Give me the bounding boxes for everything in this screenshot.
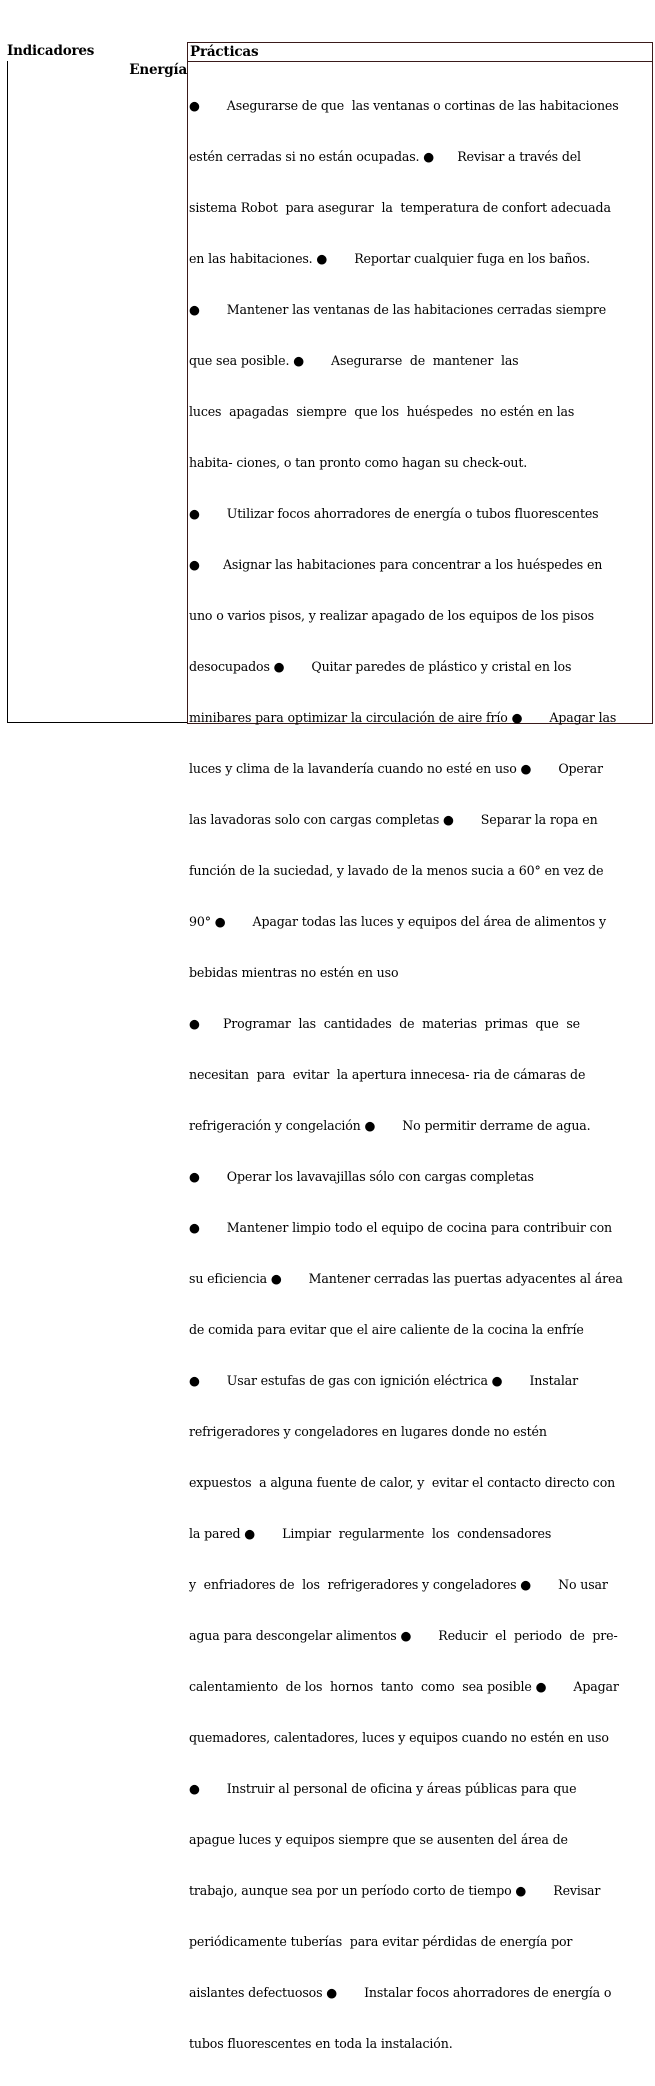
practice-line: expuestos a alguna fuente de calor, y evitar el contacto directo con <box>189 1475 616 1490</box>
practice-line: trabajo, aunque sea por un período corto de tiempo ● Revisar <box>189 1883 601 1898</box>
practice-line: estén cerradas si no están ocupadas. ● Revisar a través del <box>189 149 581 164</box>
practice-line: 90° ● Apagar todas las luces y equipos del área de alimentos y <box>189 914 606 929</box>
practices-text <box>189 63 651 2086</box>
header-indicadores: Indicadores <box>7 43 95 59</box>
indicator-column <box>7 61 187 723</box>
practice-line: ● Utilizar focos ahorradores de energía o tubos fluorescentes <box>189 506 599 521</box>
practice-line: ● Operar los lavavajillas sólo con cargas completas <box>189 1169 534 1184</box>
practice-line: uno o varios pisos, y realizar apagado de los equipos de los pisos <box>189 608 594 623</box>
practice-line: tubos fluorescentes en toda la instalación. <box>189 2036 453 2051</box>
practice-line: ● Asegurarse de que las ventanas o cortinas de las habitaciones <box>189 98 619 113</box>
practice-line: ● Programar las cantidades de materias primas que se <box>189 1016 580 1031</box>
practice-line: ● Asignar las habitaciones para concentrar a los huéspedes en <box>189 557 603 572</box>
practices-column <box>187 42 653 2051</box>
practice-line: refrigeración y congelación ● No permitir derrame de agua. <box>189 1118 591 1133</box>
practice-line: en las habitaciones. ● Reportar cualquier fuga en los baños. <box>189 251 590 266</box>
practice-line: necesitan para evitar la apertura innecesa- ria de cámaras de <box>189 1067 586 1082</box>
practice-line: ● Mantener limpio todo el equipo de cocina para contribuir con <box>189 1220 612 1235</box>
practice-line: habita- ciones, o tan pronto como hagan su check-out. <box>189 455 528 470</box>
practice-line: aislantes defectuosos ● Instalar focos ahorradores de energía o <box>189 1985 612 2000</box>
practice-line: calentamiento de los hornos tanto como sea posible ● Apagar <box>189 1679 619 1694</box>
practice-line: luces apagadas siempre que los huéspedes no estén en las <box>189 404 575 419</box>
practice-line: su eficiencia ● Mantener cerradas las puertas adyacentes al área <box>189 1271 623 1286</box>
practice-line: periódicamente tuberías para evitar pérdidas de energía por <box>189 1934 573 1949</box>
practice-line: luces y clima de la lavandería cuando no esté en uso ● Operar <box>189 761 603 776</box>
practice-line: desocupados ● Quitar paredes de plástico y cristal en los <box>189 659 572 674</box>
header-practicas: Prácticas <box>190 44 259 60</box>
practice-line: la pared ● Limpiar regularmente los condensadores <box>189 1526 552 1541</box>
practice-line: que sea posible. ● Asegurarse de mantener las <box>189 353 519 368</box>
practice-line: función de la suciedad, y lavado de la menos sucia a 60° en vez de <box>189 863 604 878</box>
practice-line: las lavadoras solo con cargas completas ● Separar la ropa en <box>189 812 598 827</box>
practice-line: bebidas mientras no estén en uso <box>189 965 399 980</box>
indicator-energia: Energía <box>129 62 187 78</box>
practice-line: ● Instruir al personal de oficina y áreas públicas para que <box>189 1781 577 1796</box>
practice-line: sistema Robot para asegurar la temperatura de confort adecuada <box>189 200 611 215</box>
practice-line: refrigeradores y congeladores en lugares donde no estén <box>189 1424 547 1439</box>
practice-line: ● Mantener las ventanas de las habitaciones cerradas siempre <box>189 302 607 317</box>
practice-line: apague luces y equipos siempre que se ausenten del área de <box>189 1832 568 1847</box>
practice-line: y enfriadores de los refrigeradores y congeladores ● No usar <box>189 1577 608 1592</box>
practice-line: quemadores, calentadores, luces y equipos cuando no estén en uso <box>189 1730 609 1745</box>
practice-line: ● Usar estufas de gas con ignición eléctrica ● Instalar <box>189 1373 578 1388</box>
header-divider <box>188 61 652 62</box>
practice-line: minibares para optimizar la circulación de aire frío ● Apagar las <box>189 710 617 725</box>
practice-line: agua para descongelar alimentos ● Reducir el periodo de pre- <box>189 1628 618 1643</box>
practice-line: de comida para evitar que el aire caliente de la cocina la enfríe <box>189 1322 584 1337</box>
